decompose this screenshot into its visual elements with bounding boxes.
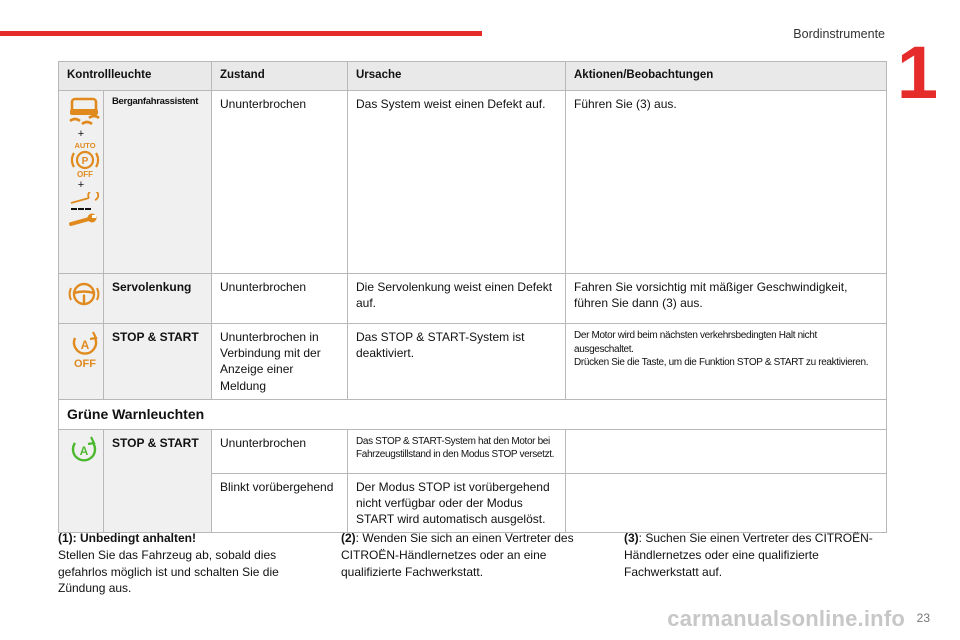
light-name: STOP & START [104,429,212,533]
state-cell: Ununterbrochen [212,274,348,324]
page-number: 23 [916,611,930,625]
note-1-title: Unbedingt anhalten! [80,531,197,545]
svg-text:!: ! [82,294,86,301]
action-cell [566,324,887,400]
svg-text:A: A [79,443,89,458]
icon-cell [59,324,104,400]
steering-wheel-warning-icon [67,279,101,309]
auto-label: AUTO [74,141,96,150]
note-3-text: : Suchen Sie einen Vertreter des CITROËN-Händlernetzes oder eine qualifizierte Fachwerkstatt auf. [624,531,873,579]
note-2 [341,530,591,580]
watermark-text: carmanualsonline.info [667,606,905,631]
state-cell: Ununterbrochen [212,91,348,274]
off-label: OFF [77,170,93,179]
auto-park-brake-off-icon [67,141,103,179]
plus-sign: + [77,179,85,191]
off-label: OFF [74,358,96,369]
icon-cell [59,274,104,324]
icon-cell [59,429,104,533]
cause-cell: Das System weist einen Defekt auf. [348,91,566,274]
cause-cell: Die Servolenkung weist einen Defekt auf. [348,274,566,324]
note-2-text: : Wenden Sie sich an einen Vertreter des CITROËN-Händlernetzes oder an eine qualifizierte Fachwerkstatt. [341,531,574,579]
col-header-kontrollleuchte: Kontrollleuchte [59,62,212,91]
action-cell [566,429,887,473]
table-header-row [59,62,887,91]
green-section-header-row [59,399,887,429]
table-row [59,274,887,324]
table-row [59,324,887,400]
note-1: (1): Unbedingt anhalten! Stellen Sie das Fahrzeug ab, sobald dies gefahrlos möglich ist und schalten Sie die Zündung aus. [58,531,279,596]
note-3-ref: (3) [624,531,639,545]
action-text-1: Der Motor wird beim nächsten verkehrsbedingten Halt nicht ausgeschaltet. [574,330,817,355]
table-row [59,91,887,274]
col-header-zustand: Zustand [212,62,348,91]
chapter-number: 1 [896,31,938,114]
top-accent-bar [0,31,482,36]
action-cell: Führen Sie (3) aus. [566,91,887,274]
stop-start-off-icon [67,329,103,369]
green-section-title: Grüne Warnleuchten [59,399,887,429]
col-header-aktionen: Aktionen/Beobachtungen [566,62,887,91]
icon-cell [59,91,104,274]
hill-start-assist-icon [67,96,101,128]
wrench-outline-icon [67,192,101,206]
cause-cell: Das STOP & START-System hat den Motor bei Fahrzeugstillstand in den Modus STOP versetzt. [348,429,566,473]
cause-cell: Das STOP & START-System ist deaktiviert. [348,324,566,400]
state-cell: Blinkt vorübergehend [212,473,348,533]
wrench-filled-icon [67,213,101,227]
light-name: Berganfahrassistent [104,91,212,274]
col-header-ursache: Ursache [348,62,566,91]
dashed-separator [71,208,91,210]
action-cell [566,473,887,533]
note-1-ref: (1) [58,531,73,545]
note-2-ref: (2) [341,531,356,545]
table-row [59,429,887,473]
warning-lights-table [58,61,887,533]
action-cell: Fahren Sie vorsichtig mit mäßiger Geschwindigkeit, führen Sie dann (3) aus. [566,274,887,324]
p-label: P [81,156,89,167]
plus-sign: + [77,128,85,140]
note-3 [624,530,886,580]
light-name: Servolenkung [104,274,212,324]
action-text-2: Drücken Sie die Taste, um die Funktion STOP & START zu reaktivieren. [574,357,869,368]
state-cell: Ununterbrochen in Verbindung mit der Anzeige einer Meldung [212,324,348,400]
note-1-text: Stellen Sie das Fahrzeug ab, sobald dies gefahrlos möglich ist und schalten Sie die Zündung aus. [58,547,279,596]
state-cell: Ununterbrochen [212,429,348,473]
stop-start-green-icon [67,435,101,463]
light-name: STOP & START [104,324,212,400]
svg-text:A: A [80,338,90,352]
cause-cell: Der Modus STOP ist vorübergehend nicht verfügbar oder der Modus START wird automatisch ausgelöst. [348,473,566,533]
section-title: Bordinstrumente [793,27,885,41]
